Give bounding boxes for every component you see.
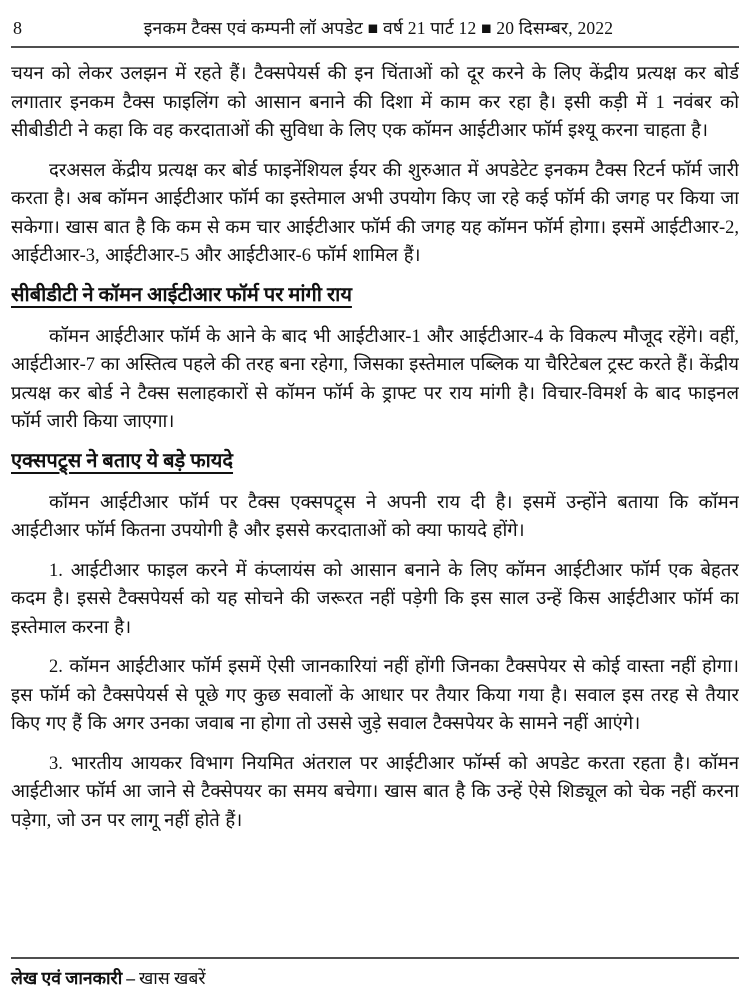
footer-separator: – [126,968,135,988]
page-header [11,10,739,42]
footer-line [11,959,739,990]
article-body [11,60,739,846]
page-footer [11,953,739,990]
page-number: 8 [13,18,22,38]
body-paragraph: चयन को लेकर उलझन में रहते हैं। टैक्सपेयर्स की इन चिंताओं को दूर करने के लिए केंद्रीय प्रत्यक्ष कर बोर्ड लगातार इनकम टैक्स फाइलिंग को आसान बनाने की दिशा में काम कर रहा है। इसी कड़ी में 1 नवंबर को सीबीडीटी ने कहा कि वह करदाताओं की सुविधा के लिए एक कॉमन आईटीआर फॉर्म इश्यू करना चाहता है। [11,64,739,141]
footer-category: खास खबरें [138,968,206,988]
body-paragraph: कॉमन आईटीआर फॉर्म पर टैक्स एक्सपट्र्स ने अपनी राय दी है। इसमें उन्होंने बताया कि कॉमन आईटीआर फॉर्म कितना उपयोगी है और इससे करदाताओं को क्या फायदे होंगे। [11,492,739,541]
header-divider [11,46,739,48]
section-heading [11,282,739,308]
numbered-point-paragraph: 1. आईटीआर फाइल करने में कंप्लायंस को आसान बनाने के लिए कॉमन आईटीआर फॉर्म एक बेहतर कदम है। इससे टैक्सपेयर्स को यह सोचने की जरूरत नहीं पड़ेगी कि इस साल उन्हें किस आईटीआर फॉर्म का इस्तेमाल करना है। [11,560,739,638]
body-paragraph: दरअसल केंद्रीय प्रत्यक्ष कर बोर्ड फाइनेंशियल ईयर की शुरुआत में अपडेटेट इनकम टैक्स रिटर्न फॉर्म जारी करता है। अब कॉमन आईटीआर फॉर्म का इस्तेमाल अभी उपयोग किए जा रहे कई फॉर्म की जगह पर किया जा सकेगा। खास बात है कि कम से कम चार आईटीआर फॉर्म की जगह यह कॉमन फॉर्म होगा। इसमें आईटीआर-2, आईटीआर-3, आईटीआर-5 और आईटीआर-6 फॉर्म शामिल हैं। [11,160,739,266]
section-heading-text: सीबीडीटी ने कॉमन आईटीआर फॉर्म पर मांगी राय [11,283,352,306]
section-heading-text: एक्सपट्र्स ने बताए ये बड़े फायदे [11,449,234,472]
numbered-point-paragraph: 2. कॉमन आईटीआर फॉर्म इसमें ऐसी जानकारियां नहीं होंगी जिनका टैक्सपेयर से कोई वास्ता नहीं होगा। इस फॉर्म को टैक्सपेयर्स से पूछे गए कुछ सवालों के आधार पर तैयार किया गया है। सवाल इस तरह से तैयार किए गए हैं कि अगर उनका जवाब ना होगा तो उससे जुड़े सवाल टैक्सपेयर के सामने नहीं आएंगे। [11,657,739,734]
header-title: इनकम टैक्स एवं कम्पनी लॉ अपडेट ■ वर्ष 21 पार्ट 12 ■ 20 दिसम्बर, 2022 [143,18,614,38]
footer-label: लेख एवं जानकारी [11,968,123,988]
body-paragraph: कॉमन आईटीआर फॉर्म के आने के बाद भी आईटीआर-1 और आईटीआर-4 के विकल्प मौजूद रहेंगे। वहीं, आईटीआर-7 का अस्तित्व पहले की तरह बना रहेगा, जिसका इस्तेमाल पब्लिक या चैरिटेबल ट्रस्ट करते हैं। केंद्रीय प्रत्यक्ष कर बोर्ड ने टैक्स सलाहकारों से कॉमन फॉर्म के ड्राफ्ट पर राय मांगी है। विचार-विमर्श के बाद फाइनल फॉर्म जारी किया जाएगा। [11,326,739,432]
section-heading [11,448,739,474]
numbered-point-paragraph: 3. भारतीय आयकर विभाग नियमित अंतराल पर आईटीआर फॉर्म्स को अपडेट करता रहता है। कॉमन आईटीआर फॉर्म आ जाने से टैक्सेपयर का समय बचेगा। खास बात है कि उन्हें ऐसे शिड्यूल को चेक नहीं करना पड़ेगा, जो उन पर लागू नहीं होते हैं। [11,753,739,831]
